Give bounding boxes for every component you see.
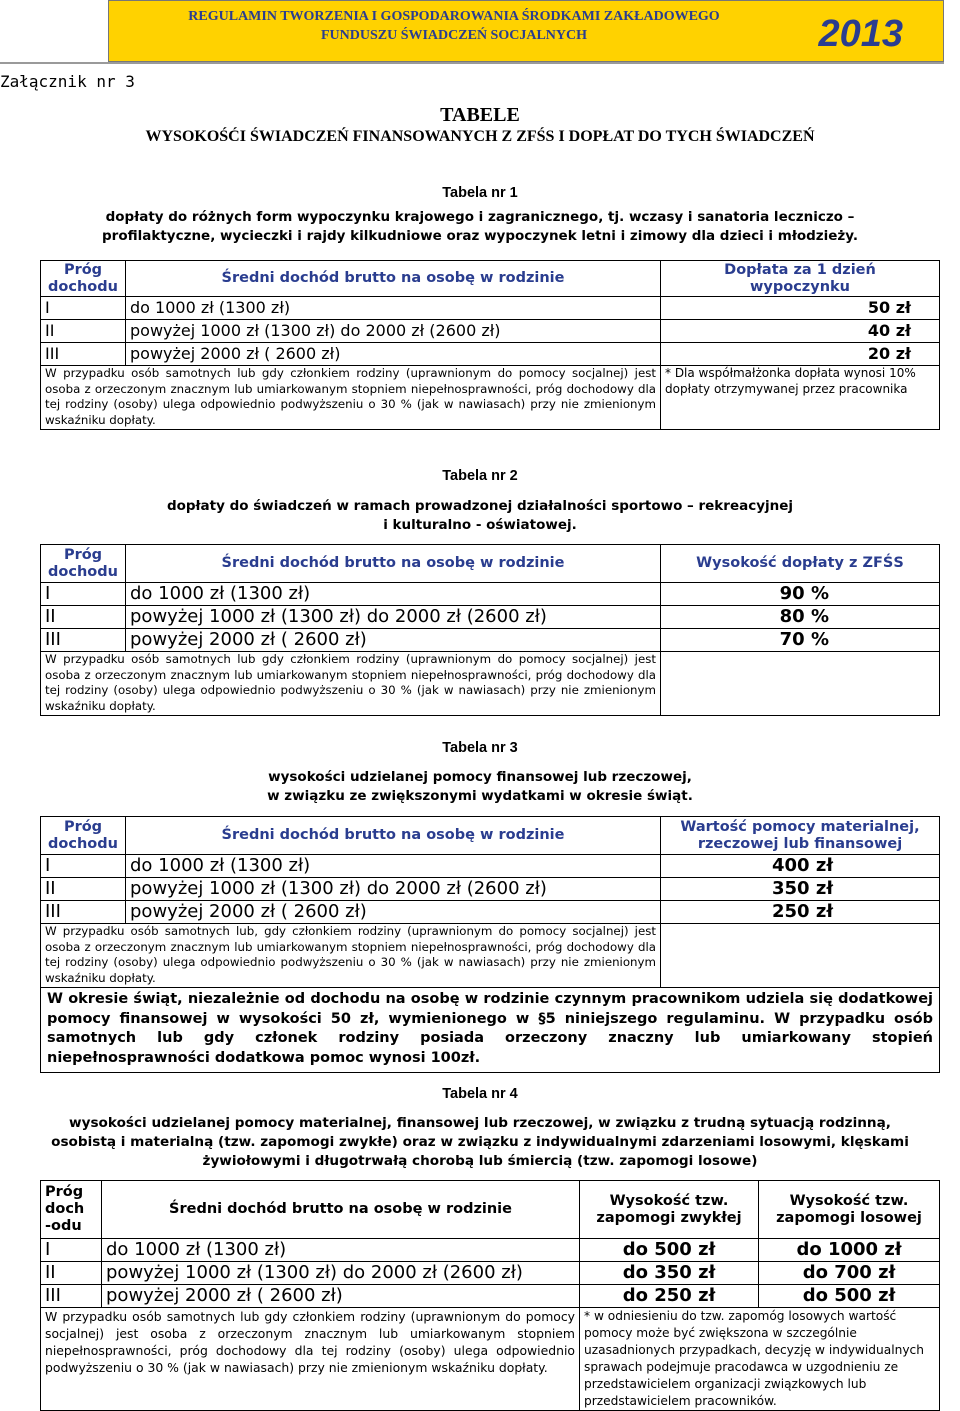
- table1-caption: Tabela nr 1: [442, 185, 518, 201]
- table-row: II powyżej 1000 zł (1300 zł) do 2000 zł (2600 zł) 350 zł: [41, 878, 940, 901]
- col-income-header: Średni dochód brutto na osobę w rodzinie: [126, 817, 661, 855]
- table-row: III powyżej 2000 zł ( 2600 zł) 20 zł: [41, 343, 940, 366]
- col-prog-header: Próg doch -odu: [41, 1181, 102, 1239]
- col-regular-header: Wysokość tzw. zapomogi zwykłej: [580, 1181, 759, 1239]
- table-row: I do 1000 zł (1300 zł) do 500 zł do 1000 zł: [41, 1239, 940, 1262]
- table3-description: wysokości udzielanej pomocy finansowej lub rzeczowej, w związku ze zwiększonymi wydatkami w okresie świąt.: [267, 769, 693, 804]
- table-row: I do 1000 zł (1300 zł) 90 %: [41, 583, 940, 606]
- table-row: I do 1000 zł (1300 zł) 400 zł: [41, 855, 940, 878]
- header-year: 2013: [818, 13, 903, 55]
- col-prog-header: Próg dochodu: [41, 261, 126, 297]
- col-prog-header: Próg dochodu: [41, 545, 126, 583]
- table-row: II powyżej 1000 zł (1300 zł) do 2000 zł (2600 zł) 40 zł: [41, 320, 940, 343]
- income-note: W przypadku osób samotnych lub gdy członkiem rodziny (uprawnionym do pomocy socjalnej) jest osoba z orzeczonym znacznym lub umiarkowanym stopniem niepełnosprawności, próg dochodowy dla tej rodziny (osoby) ulega odpowiednio podwyższeniu o 30 % (jak w nawiasach) przy nie zmienionym wskaźniku dopłaty.: [41, 652, 661, 716]
- table-row: III powyżej 2000 zł ( 2600 zł) do 250 zł do 500 zł: [41, 1285, 940, 1308]
- holiday-note: W okresie świąt, niezależnie od dochodu na osobę w rodzinie czynnym pracownikom udziela się dodatkowej pomocy finansowej w wysokości 50 zł, wymienionego w §5 niniejszego regulaminu. W przypadku osób samotnych lub gdy członek rodziny posiada orzeczony znaczny lub umiarkowany stopień niepełnosprawności dodatkowa pomoc wynosi 100zł.: [41, 988, 940, 1073]
- table-row: III powyżej 2000 zł ( 2600 zł) 250 zł: [41, 901, 940, 924]
- col-prog-header: Próg dochodu: [41, 817, 126, 855]
- annex-label: Załącznik nr 3: [0, 72, 135, 91]
- table-row: II powyżej 1000 zł (1300 zł) do 2000 zł (2600 zł) do 350 zł do 700 zł: [41, 1262, 940, 1285]
- table3: [40, 816, 940, 1073]
- table4-description: wysokości udzielanej pomocy materialnej, finansowej lub rzeczowej, w związku z trudną sytuacją rodzinną, osobistą i materialną (tzw. zapomogi zwykłe) oraz w związku z indywidualnymi zdarzeniami losowymi, klęskami żywiołowymi i długotrwałą chorobą lub śmiercią (tzw. zapomogi losowe): [51, 1115, 909, 1169]
- table-row: III powyżej 2000 zł ( 2600 zł) 70 %: [41, 629, 940, 652]
- header-title: REGULAMIN TWORZENIA I GOSPODAROWANIA ŚRODKAMI ZAKŁADOWEGO FUNDUSZU ŚWIADCZEŃ SOCJALNYCH: [188, 9, 720, 43]
- random-aid-note: * w odniesieniu do tzw. zapomóg losowych wartość pomocy może być zwiększona w szczególnie uzasadnionych przypadkach, decyzję w indywidualnych sprawach podejmuje pracodawca w uzgodnieniu ze przedstawicielem organizacji związkowych lub przedstawicielem pracowników.: [580, 1308, 940, 1411]
- main-title: TABELE: [440, 104, 520, 126]
- header-divider: [0, 62, 944, 64]
- income-note: W przypadku osób samotnych lub gdy członkiem rodziny (uprawnionym do pomocy socjalnej) jest osoba z orzeczonym znacznym lub umiarkowanym stopniem niepełnosprawności, próg dochodowy dla tej rodziny (osoby) ulega odpowiednio podwyższeniu o 30 % (jak w nawiasach) przy nie zmienionym wskaźniku dopłaty.: [41, 1308, 580, 1411]
- table2: [40, 544, 940, 716]
- table3-caption: Tabela nr 3: [442, 740, 518, 756]
- table4: [40, 1180, 940, 1411]
- table2-caption: Tabela nr 2: [442, 468, 518, 484]
- document-header: [108, 0, 944, 62]
- spouse-note: * Dla współmałżonka dopłata wynosi 10% dopłaty otrzymywanej przez pracownika: [661, 366, 940, 430]
- col-value-header: Wysokość dopłaty z ZFŚS: [661, 545, 940, 583]
- main-subtitle: WYSOKOŚĆI ŚWIADCZEŃ FINANSOWANYCH Z ZFŚS I DOPŁAT DO TYCH ŚWIADCZEŃ: [145, 128, 815, 145]
- col-value-header: Dopłata za 1 dzień wypoczynku: [661, 261, 940, 297]
- table4-caption: Tabela nr 4: [442, 1086, 518, 1102]
- col-income-header: Średni dochód brutto na osobę w rodzinie: [126, 545, 661, 583]
- col-value-header: Wartość pomocy materialnej, rzeczowej lub finansowej: [661, 817, 940, 855]
- col-income-header: Średni dochód brutto na osobę w rodzinie: [126, 261, 661, 297]
- table-row: II powyżej 1000 zł (1300 zł) do 2000 zł (2600 zł) 80 %: [41, 606, 940, 629]
- col-income-header: Średni dochód brutto na osobę w rodzinie: [102, 1181, 580, 1239]
- table1: [40, 260, 940, 430]
- table-row: I do 1000 zł (1300 zł) 50 zł: [41, 297, 940, 320]
- table2-description: dopłaty do świadczeń w ramach prowadzonej działalności sportowo – rekreacyjnej i kulturalno - oświatowej.: [166, 498, 794, 533]
- col-random-header: Wysokość tzw. zapomogi losowej: [759, 1181, 940, 1239]
- table1-description: dopłaty do różnych form wypoczynku krajowego i zagranicznego, tj. wczasy i sanatoria leczniczo – profilaktyczne, wycieczki i rajdy kilkudniowe oraz wypoczynek letni i zimowy dla dzieci i młodzieży.: [102, 209, 858, 244]
- income-note: W przypadku osób samotnych lub gdy członkiem rodziny (uprawnionym do pomocy socjalnej) jest osoba z orzeczonym znacznym lub umiarkowanym stopniem niepełnosprawności, próg dochodowy dla tej rodziny (osoby) ulega odpowiednio podwyższeniu o 30 % (jak w nawiasach) przy nie zmienionym wskaźniku dopłaty.: [41, 366, 661, 430]
- income-note: W przypadku osób samotnych lub, gdy członkiem rodziny (uprawnionym do pomocy socjalnej) jest osoba z orzeczonym znacznym lub umiarkowanym stopniem niepełnosprawności, próg dochodowy dla tej rodziny (osoby) ulega odpowiednio podwyższeniu o 30 % (jak w nawiasach) przy nie zmienionym wskaźniku dopłaty.: [41, 924, 661, 988]
